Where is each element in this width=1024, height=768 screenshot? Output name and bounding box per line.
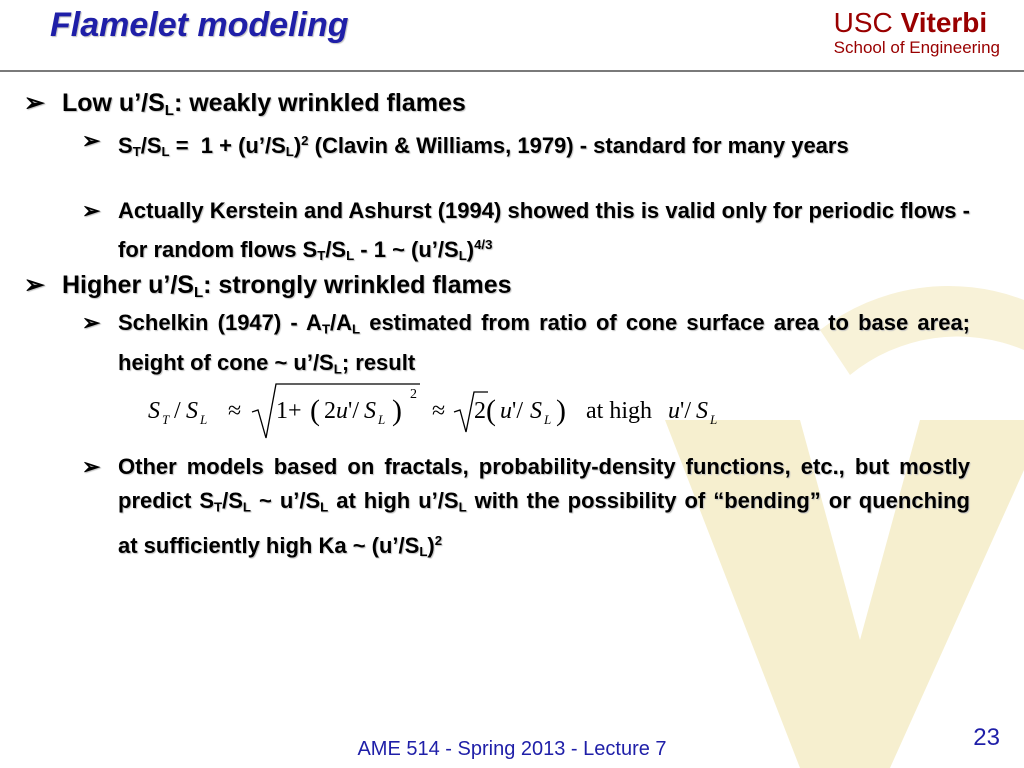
svg-text:): ) [556,394,566,427]
arrow-bullet-icon: ➢ [82,454,101,479]
svg-text:L: L [378,412,386,427]
svg-text:2: 2 [324,398,336,424]
svg-text:T: T [162,412,170,427]
svg-text:2: 2 [474,398,486,424]
subbullet-kerstein-ashurst [82,194,970,273]
svg-text:): ) [392,394,402,427]
svg-text:'/: '/ [348,398,359,424]
logo-viterbi: Viterbi [900,7,988,38]
arrow-bullet-icon: ➢ [82,198,101,223]
subbullet-text: Other models based on fractals, probability-density functions, etc., but mostly predict $S_T/S_L$ ~ $u’/S_L$ at high $u’/S_L$ with the possibility of “bending” or quenching at sufficiently high Ka ~ $(u’/S_L)^2$ [118,454,970,560]
svg-text:≈: ≈ [228,398,242,424]
svg-text:'/: '/ [512,398,523,424]
subbullet-text: $S_T/S_L = 1$ + $(u’/S_L)^2$ (Clavin & Williams, 1979) - standard for many years [118,132,849,160]
svg-text:S: S [364,398,376,424]
logo-school: School of Engineering [833,38,1000,57]
svg-text:/: / [174,398,181,424]
svg-text:L: L [544,412,552,427]
svg-text:u: u [500,398,512,424]
slide-title: Flamelet modeling [50,6,349,44]
svg-text:u: u [668,398,680,424]
arrow-bullet-icon: ➢ [82,310,101,335]
subbullet-text: Actually Kerstein and Ashurst (1994) showed this is valid only for periodic flows - for random flows $S_T/S_L - 1$ ~ $(u’/S_L)^{4/3}$ [118,198,970,264]
svg-text:2: 2 [410,387,417,402]
svg-text:at high: at high [586,398,652,424]
arrow-bullet-icon: ➢ [24,271,45,299]
svg-text:S: S [148,398,160,424]
logo-usc: USC [833,7,893,38]
svg-text:L: L [710,412,718,427]
svg-text:1+: 1+ [276,398,302,424]
svg-text:(: ( [486,394,496,427]
subbullet-schelkin [82,306,970,387]
bullet-high-turbulence: ➢ Higher $u’/S_L$: strongly wrinkled flames [24,271,512,301]
svg-text:'/: '/ [680,398,691,424]
schelkin-equation [148,382,768,442]
page-number: 23 [973,724,1000,751]
arrow-bullet-icon: ➢ [24,89,45,117]
svg-text:S: S [696,398,708,424]
subbullet-clavin-williams [82,124,970,169]
svg-text:S: S [186,398,198,424]
svg-text:u: u [336,398,348,424]
svg-text:L: L [200,412,208,427]
slide-footer: AME 514 - Spring 2013 - Lecture 7 [357,738,667,760]
arrow-bullet-icon: ➢ [82,128,101,153]
subbullet-text: Schelkin $(1947) - A_T/A_L$ estimated from ratio of cone surface area to base area; height of cone ~ $u’/S_L$; result [118,310,971,377]
title-divider [0,70,1024,72]
svg-text:S: S [530,398,542,424]
svg-text:(: ( [310,394,320,427]
bullet-low-turbulence: ➢ Low $u’/S_L$: weakly wrinkled flames [24,89,466,119]
usc-viterbi-logo [834,8,1000,58]
svg-text:≈: ≈ [432,398,446,424]
subbullet-other-models [82,450,970,570]
